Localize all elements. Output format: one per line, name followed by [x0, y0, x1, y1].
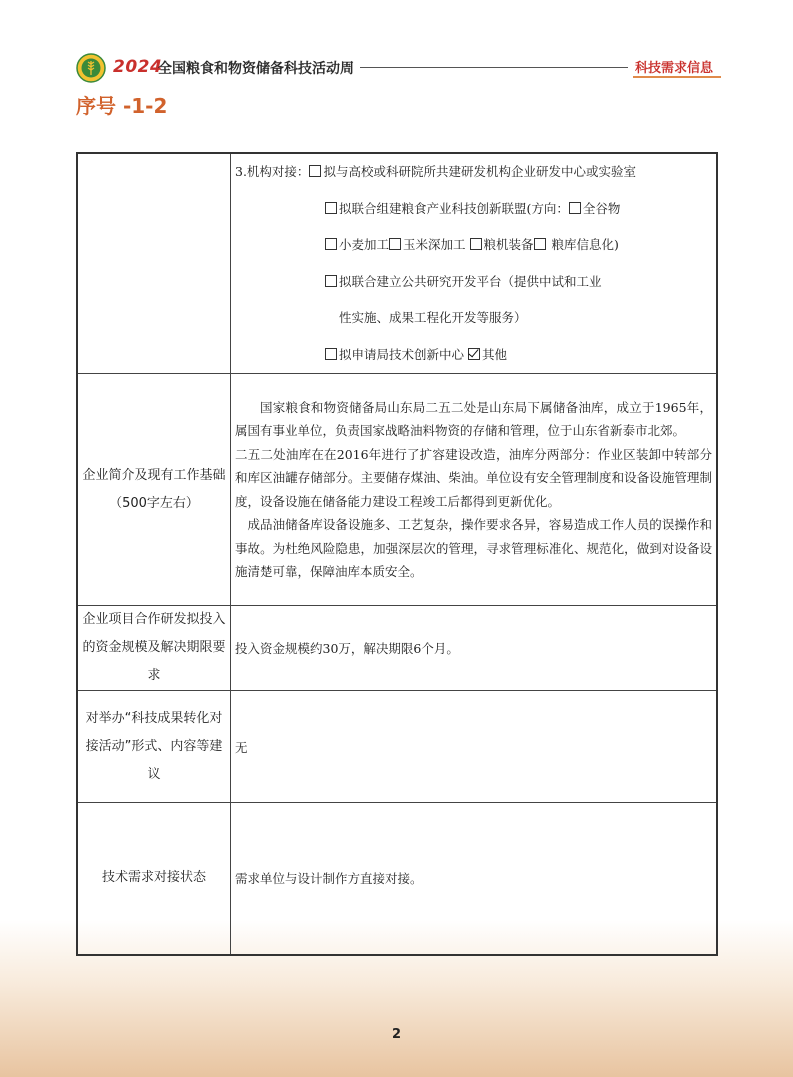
table-row-institution: [77, 153, 717, 374]
option-tech-innovation-center: 拟申请局技术创新中心: [339, 346, 465, 362]
checkbox-unchecked-icon[interactable]: [325, 348, 337, 360]
demand-info-table: [76, 152, 718, 956]
institution-heading: 3.机构对接：: [235, 164, 310, 179]
suggestion-label: 对举办“科技成果转化对接活动”形式、内容等建议: [77, 691, 231, 803]
suggestion-value: 无: [231, 691, 718, 803]
checkbox-unchecked-icon[interactable]: [470, 238, 482, 250]
table-row-intro: [77, 374, 717, 606]
table-row-status: [77, 803, 717, 955]
intro-paragraph: 国家粮食和物资储备局山东局二五二处是山东局下属储备油库，成立于1965年，属国有事业单位，负责国家战略油料物资的存储和管理，位于山东省新泰市北郊。: [235, 399, 712, 438]
status-value: 需求单位与设计制作方直接对接。: [231, 803, 718, 955]
header-event-title: 全国粮食和物资储备科技活动周: [158, 61, 354, 77]
intro-cell: [231, 374, 718, 606]
option-depot-informatization: 粮库信息化): [551, 237, 619, 252]
institution-options-cell: [231, 153, 718, 374]
status-label: 技术需求对接状态: [77, 803, 231, 955]
institution-line: [235, 264, 712, 301]
option-grain-machinery: 粮机装备: [483, 237, 534, 252]
intro-label: 企业简介及现有工作基础（500字左右）: [77, 374, 231, 606]
option-public-platform-cont: 性实施、成果工程化开发等服务）: [339, 310, 527, 325]
table-row-funding: [77, 606, 717, 691]
header-year: 2024: [113, 57, 163, 77]
checkbox-unchecked-icon[interactable]: [309, 165, 321, 177]
institution-line: [235, 337, 712, 374]
option-wheat-processing: 小麦加工: [339, 237, 390, 252]
option-other: 其他: [482, 346, 508, 362]
option-corn-processing: 玉米深加工: [403, 237, 466, 252]
checkbox-unchecked-icon[interactable]: [389, 238, 401, 250]
intro-paragraph: 二五二处油库在在2016年进行了扩容建设改造，油库分两部分：作业区装卸中转部分和库区油罐存储部分。主要储存煤油、柴油。单位设有安全管理制度和设备设施管理制度，设备设施在储备能力建设工程竣工后都得到更新优化。: [235, 446, 712, 509]
institution-line: [235, 227, 712, 264]
header-section-tag: 科技需求信息: [635, 61, 714, 76]
page-header: [0, 0, 793, 90]
checkbox-unchecked-icon[interactable]: [325, 275, 337, 287]
checkbox-checked-icon[interactable]: [468, 348, 480, 360]
serial-number: 序号 -1-2: [76, 94, 168, 118]
option-innovation-alliance: 拟联合组建粮食产业科技创新联盟(方向：: [339, 200, 569, 216]
label-cell-empty: [77, 153, 231, 374]
option-public-platform: 拟联合建立公共研究开发平台（提供中试和工业: [339, 273, 602, 289]
funding-label: 企业项目合作研发拟投入的资金规模及解决期限要求: [77, 606, 231, 691]
checkbox-unchecked-icon[interactable]: [534, 238, 546, 250]
institution-line: [235, 154, 712, 191]
checkbox-unchecked-icon[interactable]: [325, 238, 337, 250]
institution-line: [235, 191, 712, 228]
checkbox-unchecked-icon[interactable]: [569, 202, 581, 214]
table-row-suggestion: [77, 691, 717, 803]
header-divider: [360, 67, 628, 68]
page-number: 2: [391, 1027, 402, 1042]
institution-line: [235, 300, 712, 337]
intro-paragraph: 成品油储备库设备设施多、工艺复杂，操作要求各异，容易造成工作人员的误操作和事故。为杜绝风险隐患，加强深层次的管理，寻求管理标准化、规范化，做到对设备设施清楚可靠，保障油库本质安全。: [235, 517, 712, 579]
option-joint-rd-center: 拟与高校或科研院所共建研发机构企业研发中心或实验室: [323, 164, 636, 179]
header-section-underline: [633, 76, 721, 78]
funding-value: 投入资金规模约30万，解决期限6个月。: [231, 606, 718, 691]
grain-emblem-icon: [76, 53, 106, 83]
checkbox-unchecked-icon[interactable]: [325, 202, 337, 214]
option-whole-grain: 全谷物: [582, 200, 621, 216]
